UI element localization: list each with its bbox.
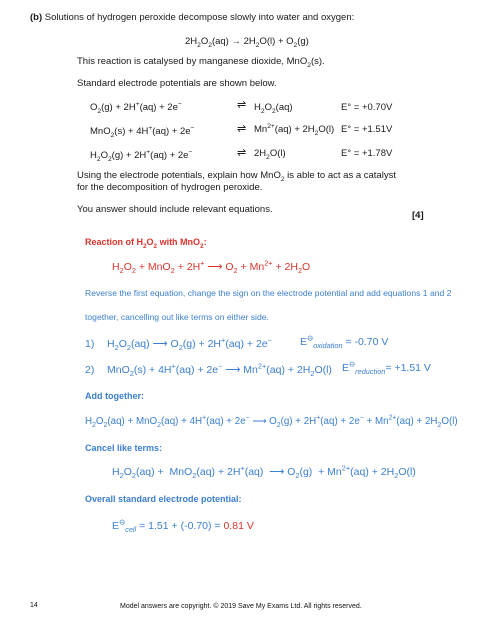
half-eq-2-potential: E° = +1.51V xyxy=(341,124,393,135)
half-eq-1-left: $O_2(g) + 2H^+(aq) + 2e^-$ xyxy=(90,100,182,115)
cancel-heading: Cancel like terms: xyxy=(85,443,163,453)
half-eq-3-potential: E° = +1.78V xyxy=(341,148,393,159)
intro-text: Solutions of hydrogen peroxide decompose slowly into water and oxygen: xyxy=(44,12,355,23)
step-2-equation: MnO$_2$(s) + 4H+(aq) + 2e− ⟶ $Mn^{2+}(aq) + 2H_2O(l)$ xyxy=(107,361,332,379)
copyright-text: Model answers are copyright. © 2019 Save My Exams Ltd. All rights reserved. xyxy=(120,603,362,610)
catalysed-text: This reaction is catalysed by manganese dioxide, MnO$_2$(s). xyxy=(77,56,325,69)
instruction-text: You answer should include relevant equations. xyxy=(77,204,273,215)
step-1-potential: $E^⊖_{oxidation} = -0.70$ V xyxy=(300,333,389,351)
half-eq-3-left: $H_2O_2(g) + 2H^+(aq) + 2e^-$ xyxy=(90,148,193,163)
half-eq-1-potential: E° = +0.70V xyxy=(341,102,393,113)
half-eq-2-right: $Mn^{2+}(aq) + 2H_2O(l)$ xyxy=(254,122,335,137)
page-number: 14 xyxy=(30,602,38,609)
task-text: Using the electrode potentials, explain how MnO$_2$ is able to act as a catalyst for the decomposition of hydrogen peroxide. xyxy=(77,170,396,193)
ecell-value: 0.81 V xyxy=(223,520,254,532)
half-eq-3-right: $2H_2O(l)$ xyxy=(254,148,286,161)
half-eq-2-left: MnO$_2$(s) + 4H+(aq) + 2e− xyxy=(90,124,195,139)
potentials-intro: Standard electrode potentials are shown below. xyxy=(77,78,277,89)
step-1-label: 1) xyxy=(85,338,95,350)
step-1-equation: $H_2O_2(aq)$ ⟶ $O_2(g) + 2H^+(aq) + 2e^-$ xyxy=(107,335,272,353)
marks: [4] xyxy=(412,210,424,221)
overall-heading: Overall standard electrode potential: xyxy=(85,494,242,504)
explanation-line-1: Reverse the first equation, change the sign on the electrode potential and add equations 1 and 2 xyxy=(85,288,452,298)
ecell-line: $E^⊖_{cell} = 1.51 + (-0.70) = 0.81$ V xyxy=(112,517,254,535)
half-eq-1-right: $H_2O_2(aq)$ xyxy=(254,102,293,115)
equilibrium-icon: ⇌ xyxy=(237,123,247,135)
equilibrium-icon: ⇌ xyxy=(237,99,247,111)
step-2-label: 2) xyxy=(85,364,95,376)
main-equation: $2H_2O_2(aq) \to 2H_2O(l) + O_2(g)$ xyxy=(185,36,309,49)
part-label: (b) xyxy=(30,12,43,23)
step-2-potential: $E^⊖_{reduction}= +1.51$ V xyxy=(342,359,431,377)
overall-reaction: $H_2O_2 + MnO_2 + 2H^+$ ⟶ $O_2 + Mn^{2+} + 2H_2O$ xyxy=(112,258,311,276)
add-heading: Add together: xyxy=(85,391,144,401)
question-intro xyxy=(30,12,354,23)
cancelled-equation: $H_2O_2(aq) + MnO_2(aq) + 2H^+(aq)$ ⟶ $O_2(g) + Mn^{2+}(aq) + 2H_2O(l)$ xyxy=(112,463,416,481)
combined-equation: $H_2O_2(aq) + MnO_2(aq) + 4H^+(aq) + 2e^-$ ⟶ $O_2(g) + 2H^+(aq) + 2e^- + Mn^{2+}(aq) + 2H_2O(l)$ xyxy=(85,414,458,429)
reaction-heading: Reaction of $H_2O_2$ with MnO$_2$: xyxy=(85,237,207,250)
explanation-line-2: together, cancelling out like terms on either side. xyxy=(85,312,269,322)
equilibrium-icon: ⇌ xyxy=(237,147,247,159)
